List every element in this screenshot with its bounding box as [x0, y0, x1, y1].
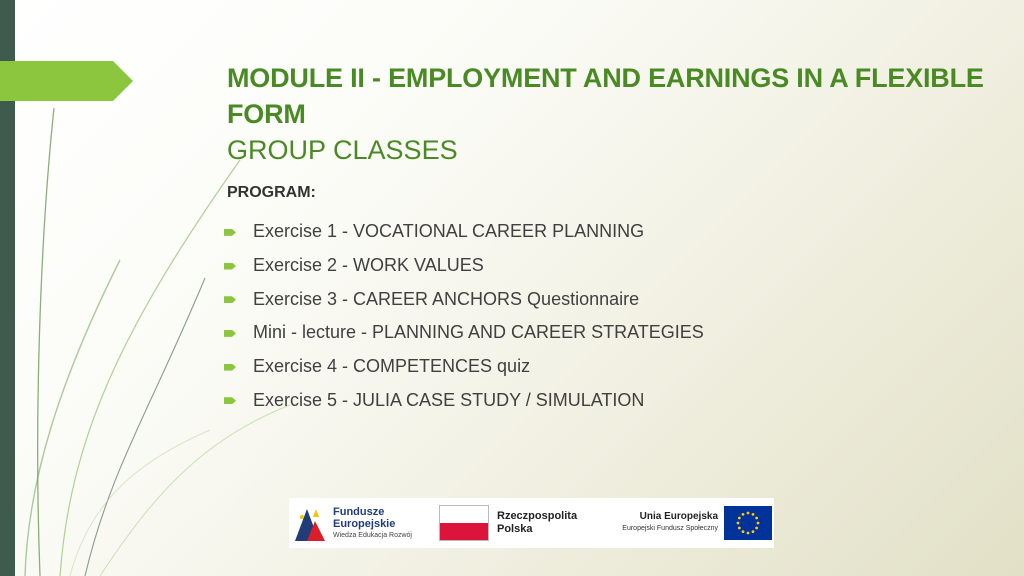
- eu-star-icon: [752, 513, 755, 516]
- program-item-text: Mini - lecture - PLANNING AND CAREER STRATEGIES: [253, 322, 704, 343]
- program-item: [224, 316, 704, 350]
- rzeczpospolita-line1: Rzeczpospolita: [497, 510, 578, 522]
- eu-star-icon: [742, 513, 745, 516]
- bullet-arrow-icon: [224, 364, 236, 371]
- slide-title: MODULE II - EMPLOYMENT AND EARNINGS IN A FLEXIBLE FORM: [227, 63, 984, 129]
- eu-flag-icon: [724, 506, 772, 540]
- program-list: [224, 215, 704, 417]
- title-arrow-tab: [0, 61, 133, 101]
- rzeczpospolita-line2: Polska: [497, 523, 533, 535]
- rzeczpospolita-polska-logo: [439, 498, 609, 548]
- fundusze-line1: Fundusze: [333, 505, 385, 518]
- title-block: [227, 60, 987, 168]
- program-item: [224, 350, 704, 384]
- unia-europejska-logo: [609, 498, 774, 548]
- program-label: PROGRAM:: [227, 184, 316, 201]
- eu-star-icon: [752, 530, 755, 533]
- fundusze-line2: Europejskie: [333, 517, 396, 530]
- bullet-arrow-icon: [224, 229, 236, 236]
- fundusze-europejskie-icon: [293, 503, 327, 543]
- eu-star-icon: [737, 522, 740, 525]
- unia-line1: Unia Europejska: [639, 511, 718, 522]
- eu-star-icon: [747, 532, 750, 535]
- poland-flag-icon: [439, 505, 489, 541]
- bullet-arrow-icon: [224, 397, 236, 404]
- program-item: [224, 215, 704, 249]
- program-item-text: Exercise 5 - JULIA CASE STUDY / SIMULATION: [253, 389, 645, 410]
- fundusze-europejskie-logo: [289, 498, 439, 548]
- eu-star-icon: [755, 517, 758, 520]
- eu-star-icon: [738, 517, 741, 520]
- eu-star-icon: [755, 527, 758, 530]
- program-item-text: Exercise 1 - VOCATIONAL CAREER PLANNING: [253, 221, 645, 242]
- eu-star-icon: [757, 522, 760, 525]
- eu-star-icon: [747, 512, 750, 515]
- eu-star-icon: [742, 530, 745, 533]
- program-item-text: Exercise 4 - COMPETENCES quiz: [253, 356, 531, 377]
- bullet-arrow-icon: [224, 296, 236, 303]
- unia-line2: Europejski Fundusz Społeczny: [622, 525, 718, 532]
- bullet-arrow-icon: [224, 330, 236, 337]
- fundusze-line3: Wiedza Edukacja Rozwój: [333, 531, 412, 539]
- program-item: [224, 383, 704, 417]
- eu-star-icon: [738, 527, 741, 530]
- bullet-arrow-icon: [224, 263, 236, 270]
- program-item-text: Exercise 2 - WORK VALUES: [253, 255, 484, 276]
- slide-subtitle: GROUP CLASSES: [227, 135, 458, 165]
- funding-logos-strip: [289, 498, 774, 548]
- program-item: [224, 249, 704, 283]
- program-item-text: Exercise 3 - CAREER ANCHORS Questionnaire: [253, 288, 640, 309]
- program-item: [224, 282, 704, 316]
